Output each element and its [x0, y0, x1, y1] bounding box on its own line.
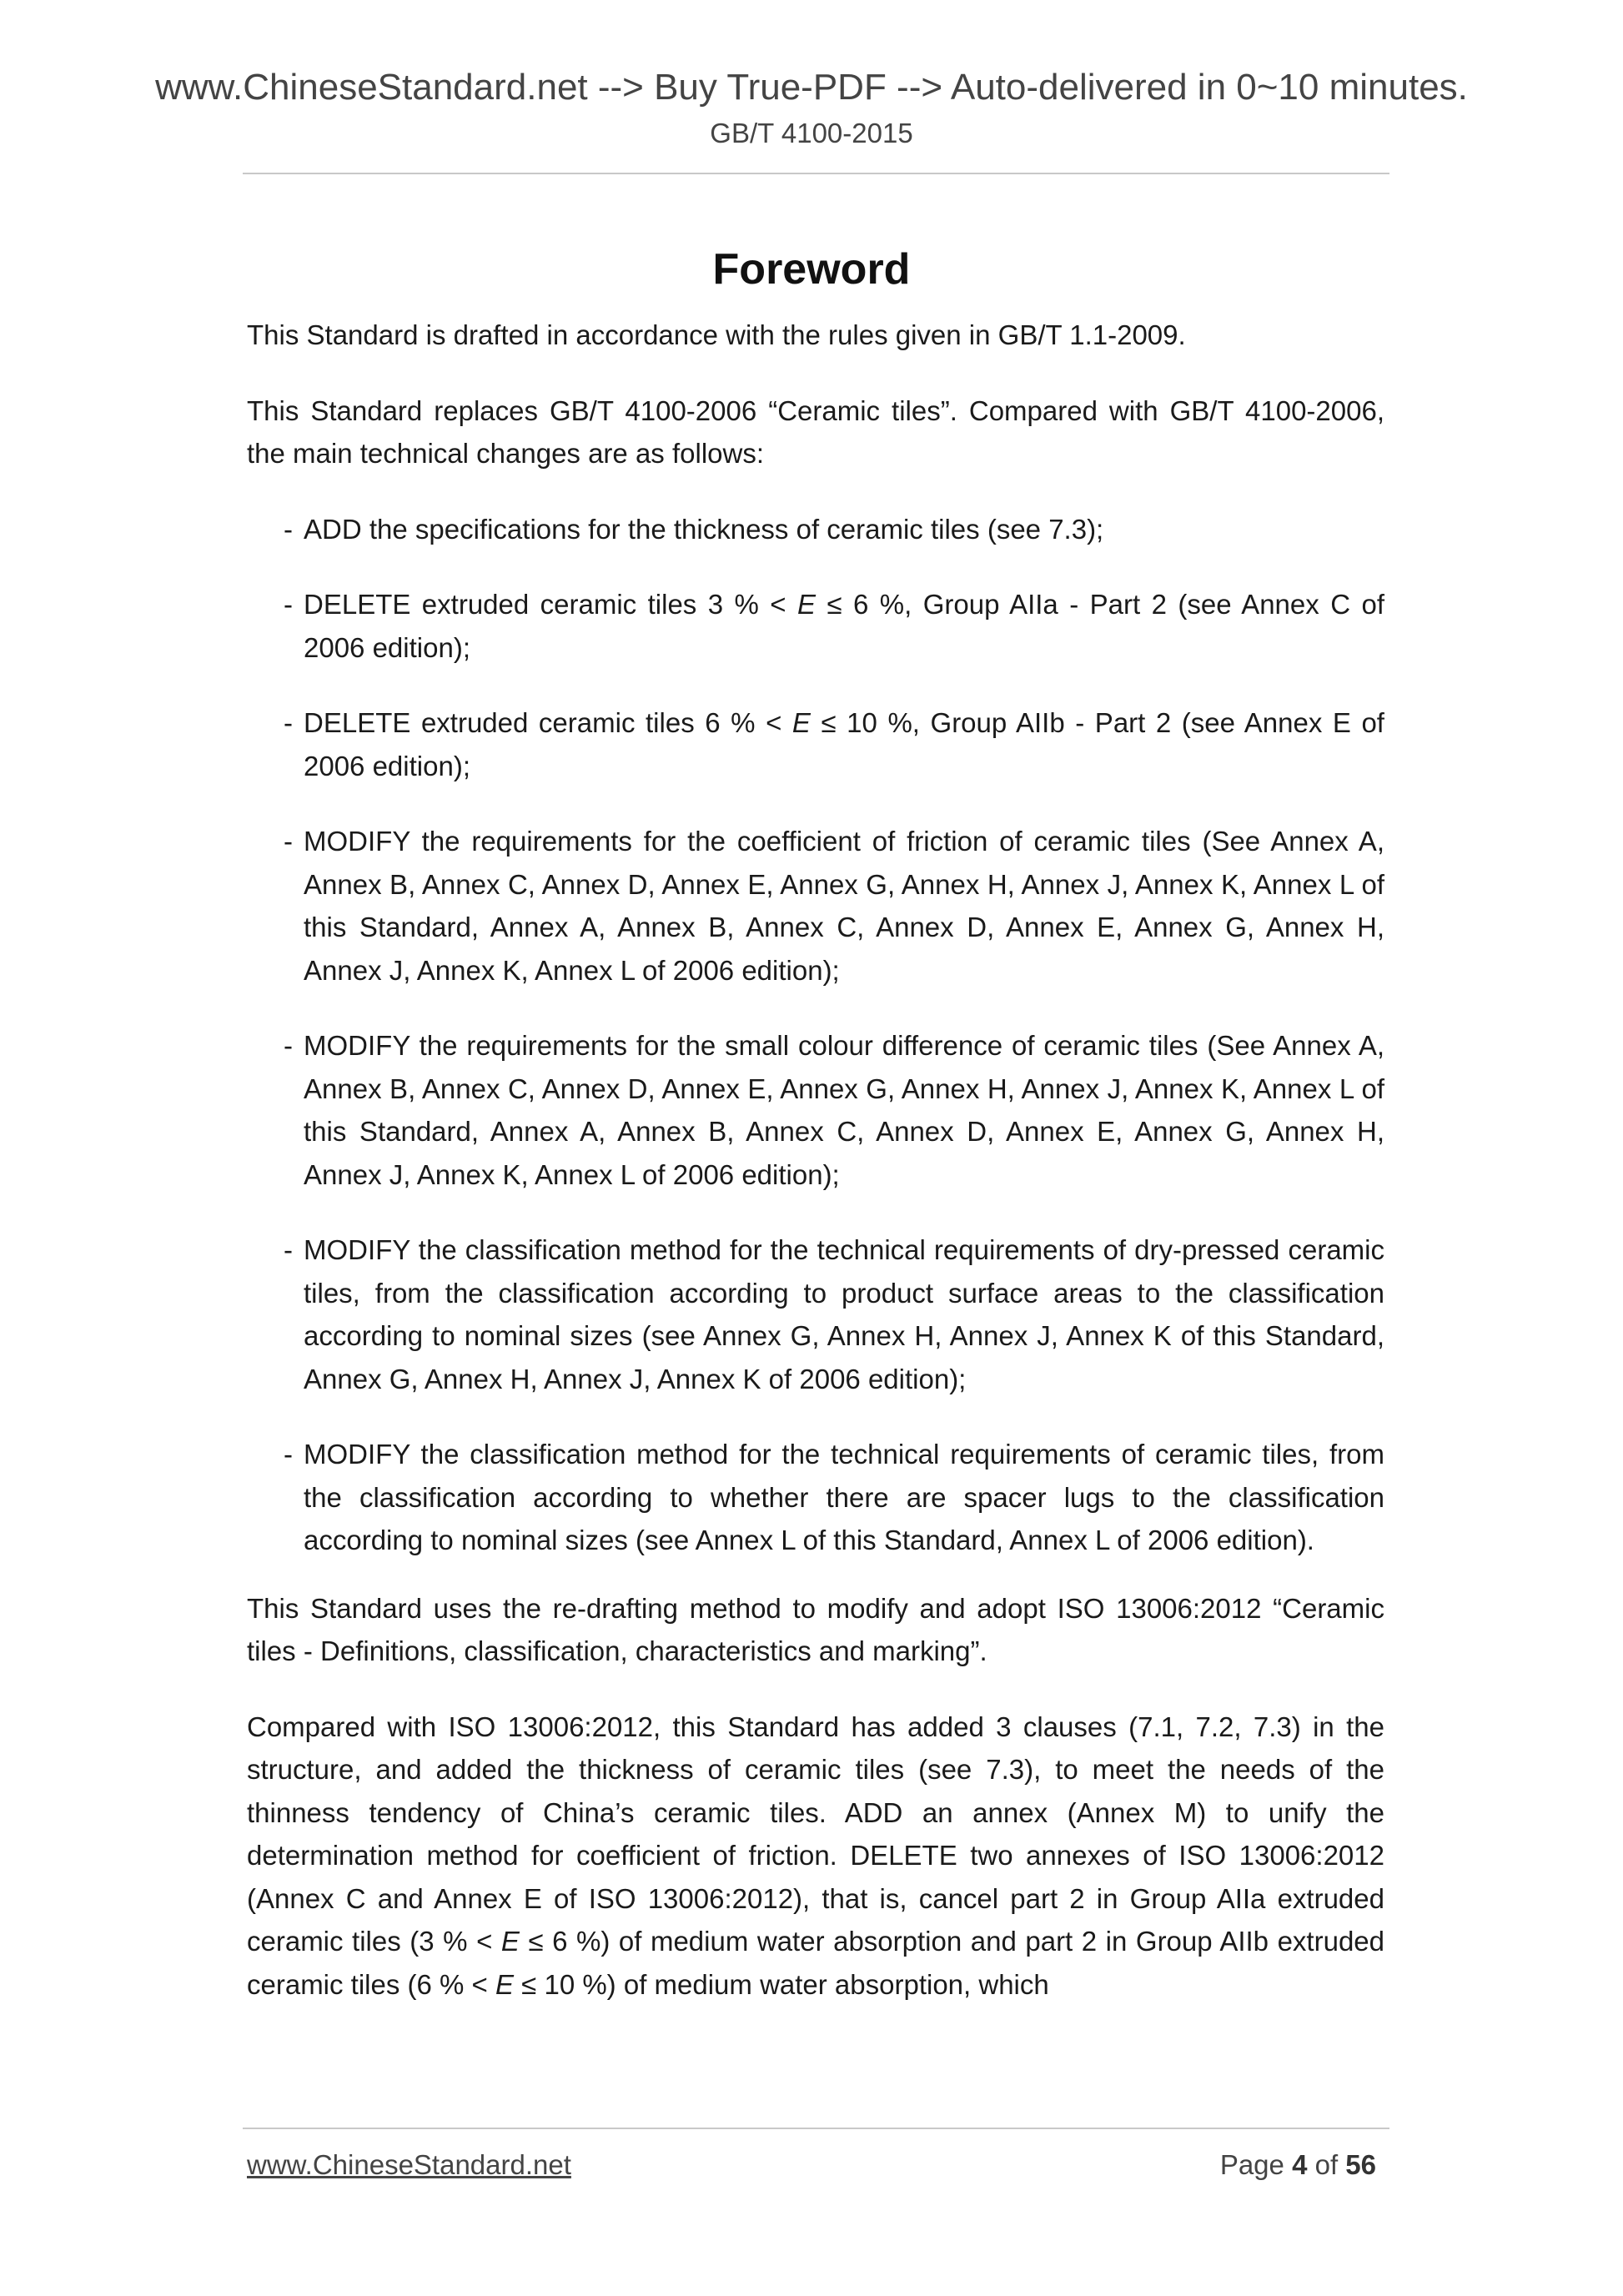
paragraph-iso-adoption: This Standard uses the re-drafting method to modify and adopt ISO 13006:2012 “Ceramic tiles - Definitions, classification, characteristics and marking”. — [247, 1592, 1384, 1666]
change-text: DELETE extruded ceramic tiles 3 % < E ≤ 6 %, Group AIIa - Part 2 (see Annex C of 2006 edition); — [304, 589, 1384, 663]
list-dash: - — [284, 707, 293, 738]
change-item — [247, 1228, 1384, 1400]
footer-website-link[interactable]: www.ChineseStandard.net — [247, 2149, 571, 2180]
changes-list — [247, 508, 1384, 1562]
change-text: MODIFY the requirements for the coefficient of friction of ceramic tiles (See Annex A, Annex B, Annex C, Annex D, Annex E, Annex G, Annex H, Annex J, Annex K, Annex L of this Standard, Annex A, Annex B, Annex C, Annex D, Annex E, Annex G, Annex H, Annex J, Annex K, Annex L of 2006 edition); — [304, 826, 1384, 986]
list-dash: - — [284, 1234, 293, 1265]
header-banner: www.ChineseStandard.net --> Buy True-PDF --> Auto-delivered in 0~10 minutes. — [155, 67, 1468, 108]
change-text: MODIFY the classification method for the technical requirements of dry-pressed ceramic tiles, from the classification according to product surface areas to the classification according to nominal sizes (see Annex G, Annex H, Annex J, Annex K of this Standard, Annex G, Annex H, Annex J, Annex K of 2006 edition); — [304, 1234, 1384, 1394]
list-dash: - — [284, 513, 293, 545]
page-title: Foreword — [712, 244, 911, 294]
foreword-body — [247, 314, 1384, 2038]
change-item — [247, 508, 1384, 551]
standard-code: GB/T 4100-2015 — [710, 118, 913, 148]
footer-divider — [243, 2128, 1389, 2129]
change-item — [247, 583, 1384, 669]
change-item — [247, 820, 1384, 992]
paragraph-replaces: This Standard replaces GB/T 4100-2006 “Ceramic tiles”. Compared with GB/T 4100-2006, the main technical changes are as follows: — [247, 394, 1384, 469]
list-dash: - — [284, 1439, 293, 1470]
change-text: ADD the specifications for the thickness of ceramic tiles (see 7.3); — [304, 513, 1104, 545]
list-dash: - — [284, 589, 293, 620]
change-text: MODIFY the requirements for the small colour difference of ceramic tiles (See Annex A, Annex B, Annex C, Annex D, Annex E, Annex G, Annex H, Annex J, Annex K, Annex L of this Standard, Annex A, Annex B, Annex C, Annex D, Annex E, Annex G, Annex H, Annex J, Annex K, Annex L of 2006 edition); — [304, 1030, 1384, 1190]
list-dash: - — [284, 1030, 293, 1061]
change-text: MODIFY the classification method for the technical requirements of ceramic tiles, from the classification according to whether there are spacer lugs to the classification according to nominal sizes (see Annex L of this Standard, Annex L of 2006 edition). — [304, 1439, 1384, 1555]
list-dash: - — [284, 826, 293, 857]
paragraph-iso-comparison: Compared with ISO 13006:2012, this Standard has added 3 clauses (7.1, 7.2, 7.3) in the structure, and added the thickness of ceramic tiles (see 7.3), to meet the needs of the thinness tendency of China’s ceramic tiles. ADD an annex (Annex M) to unify the determination method for coefficient of friction. DELETE two annexes of ISO 13006:2012 (Annex C and Annex E of ISO 13006:2012), that is, cancel part 2 in Group AIIa extruded ceramic tiles (3 % < E ≤ 6 %) of medium water absorption and part 2 in Group AIIb extruded ceramic tiles (6 % < E ≤ 10 %) of medium water absorption, which — [247, 1711, 1385, 2000]
change-item — [247, 701, 1384, 787]
page-number: Page 4 of 56 — [1219, 2149, 1376, 2180]
change-text: DELETE extruded ceramic tiles 6 % < E ≤ 10 %, Group AIIb - Part 2 (see Annex E of 2006 edition); — [304, 707, 1384, 781]
paragraph-drafting-rules: This Standard is drafted in accordance with the rules given in GB/T 1.1-2009. — [247, 319, 1186, 350]
change-item — [247, 1433, 1384, 1562]
change-item — [247, 1024, 1384, 1196]
header-divider — [243, 173, 1389, 174]
